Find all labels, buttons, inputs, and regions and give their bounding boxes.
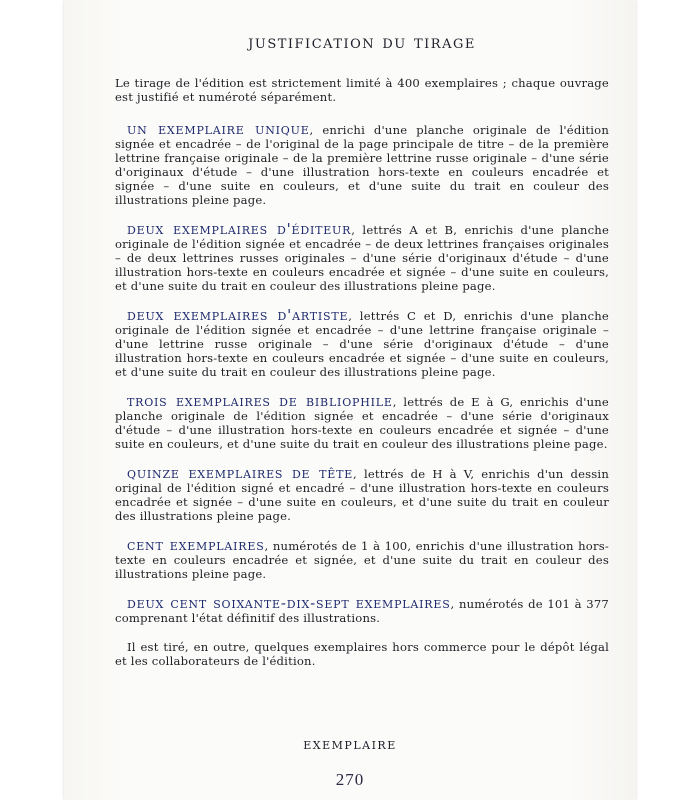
block-text: , lettrés A et B, enrichis d'une planche originale de l'édition signée et encadrée – de deux lettrines françaises originales – de deux lettrines russes originales – d'une série d'originaux d'étude – d'une illustration hors-texte en couleurs encadrée et signée – d'une suite en couleurs, et d'une suite du trait en couleur des illustrations pleine page. [115, 223, 610, 293]
edition-block-unique [115, 122, 609, 207]
exemplaire-label: exemplaire [303, 734, 397, 753]
block-lead: deux exemplaires d'artiste [127, 306, 349, 324]
block-text: , lettrés de H à V, enrichis d'un dessin original de l'édition signé et encadré – d'une illustration hors-texte en couleurs encadrée et signée – d'une suite en couleurs, et d'une suite du trait en couleur des illustrations pleine page. [115, 467, 609, 523]
copy-number: 270 [335, 770, 365, 789]
block-lead: trois exemplaires de bibliophile [127, 392, 393, 410]
block-text: , lettrés C et D, enrichis d'une planche originale de l'édition signée et encadrée – d'une lettrine française originale – d'une lettrine russe originale – d'une série d'originaux d'étude – d'une illustration hors-texte en couleurs encadrée et signée – d'une suite en couleurs, et d'une suite du trait en couleur des illustrations pleine page. [115, 309, 609, 379]
edition-block-cent [115, 538, 609, 581]
block-lead: deux cent soixante-dix-sept exemplaires [127, 594, 451, 612]
block-text: , enrichi d'une planche originale de l'édition signée et encadrée – de l'original de la page principale de titre – de la première lettrine française originale – de la première lettrine russe originale – d'une série d'originaux d'étude – d'une illustration hors-texte en couleurs encadrée et signée – d'une suite en couleurs, et d'une suite du trait en couleur des illustrations pleine page. [115, 123, 609, 207]
block-lead: cent exemplaires [127, 536, 265, 554]
page-title: justification du tirage [248, 32, 476, 53]
block-lead: deux exemplaires d'éditeur [127, 220, 352, 238]
edition-block-courant [115, 596, 609, 625]
edition-block-artiste [115, 308, 609, 379]
edition-block-editeur [115, 222, 609, 293]
block-lead: un exemplaire unique [127, 120, 310, 138]
edition-block-bibliophile [115, 394, 609, 451]
justification-text [115, 32, 610, 668]
block-text: , numérotés de 1 à 100, enrichis d'une illustration hors-texte en couleurs encadrée et signée, et d'une suite du trait en couleur des illustrations pleine page. [115, 539, 609, 581]
block-text: , numérotés de 101 à 377 comprenant l'état définitif des illustrations. [115, 597, 609, 625]
closing-paragraph: Il est tiré, en outre, quelques exemplaires hors commerce pour le dépôt légal et les collaborateurs de l'édition. [115, 640, 609, 668]
block-text: , lettrés de E à G, enrichis d'une planche originale de l'édition signée et encadrée – d'une série d'originaux d'étude – d'une illustration hors-texte en couleurs encadrée et signée – d'une suite en couleurs, et d'une suite du trait en couleur des illustrations pleine page. [115, 395, 609, 451]
edition-block-tete [115, 466, 609, 523]
intro-paragraph: Le tirage de l'édition est strictement limité à 400 exemplaires ; chaque ouvrage est justifié et numéroté séparément. [115, 76, 609, 104]
block-lead: quinze exemplaires de tête [127, 464, 354, 482]
